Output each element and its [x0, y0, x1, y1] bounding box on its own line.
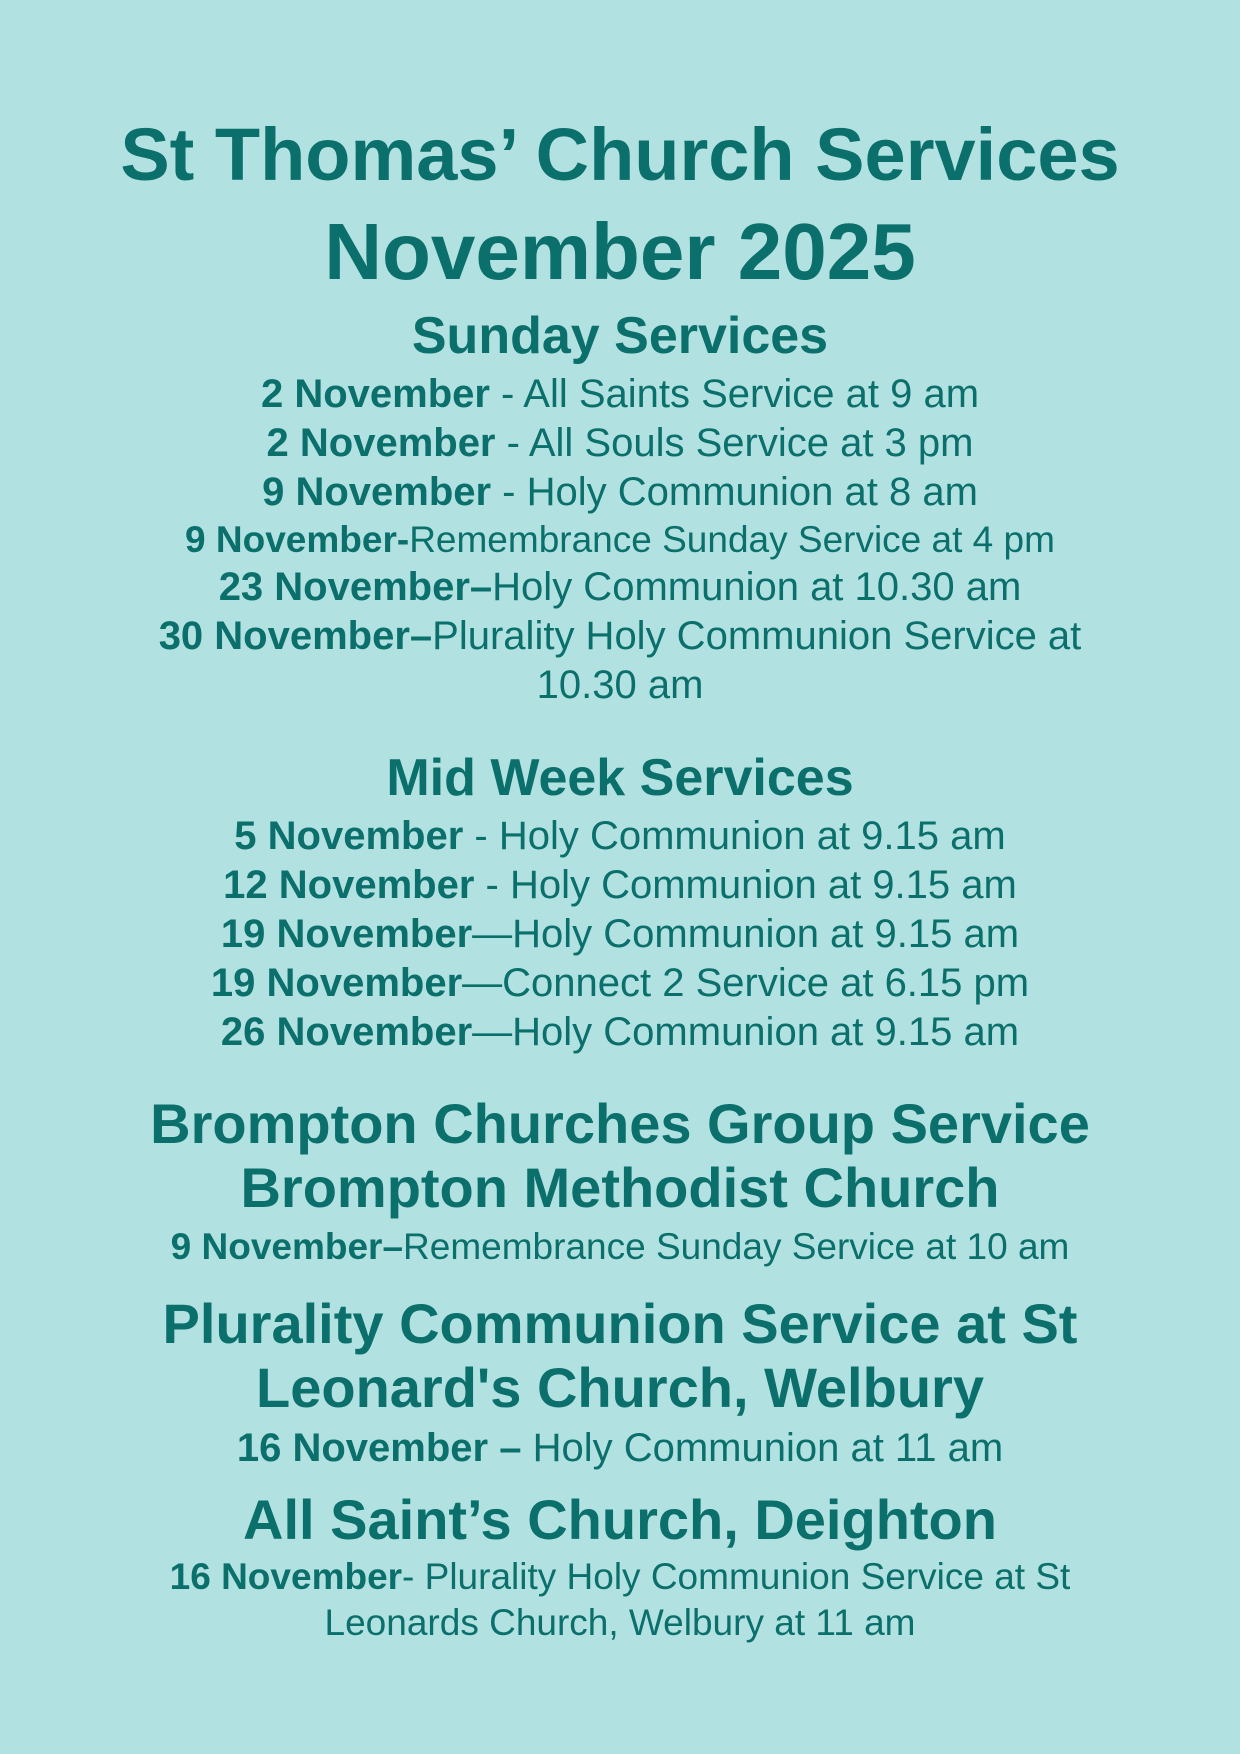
service-date: 30 November–	[158, 614, 433, 658]
service-description: - Holy Communion at 9.15 am	[474, 863, 1017, 907]
service-date: 9 November-	[185, 519, 410, 560]
deighton-heading: All Saint’s Church, Deighton	[243, 1488, 997, 1551]
service-description: - Plurality Holy Communion Service at St Leonards Church, Welbury at 11 am	[324, 1556, 1071, 1643]
service-line	[60, 1008, 1180, 1057]
service-date: 23 November–	[218, 565, 493, 609]
service-line	[60, 517, 1180, 563]
brompton-group-section	[60, 1092, 1180, 1270]
service-description: Remembrance Sunday Service at 4 pm	[409, 519, 1055, 560]
service-date: 2 November	[260, 372, 490, 416]
service-date: 19 November	[210, 961, 463, 1005]
service-line	[60, 1224, 1180, 1270]
deighton-section	[60, 1488, 1180, 1646]
service-date: 9 November	[262, 470, 492, 514]
midweek-services-section	[60, 748, 1180, 1057]
service-description: Plurality Holy Communion Service at 10.30 am	[432, 614, 1082, 707]
page-title: St Thomas’ Church Services	[120, 113, 1120, 196]
service-description: —Connect 2 Service at 6.15 pm	[462, 961, 1030, 1005]
service-description: Holy Communion at 10.30 am	[492, 565, 1022, 609]
service-date: 2 November	[266, 421, 496, 465]
service-description: - All Souls Service at 3 pm	[495, 421, 974, 465]
service-line	[60, 910, 1180, 959]
service-line	[60, 861, 1180, 910]
service-date: 26 November	[220, 1010, 473, 1054]
deighton-services-list	[60, 1554, 1180, 1646]
plurality-heading-line2: Leonard's Church, Welbury	[256, 1356, 984, 1419]
service-date: 12 November	[223, 863, 475, 907]
brompton-venue-heading: Brompton Methodist Church	[240, 1156, 1000, 1219]
service-description: - All Saints Service at 9 am	[489, 372, 980, 416]
brompton-services-list	[60, 1224, 1180, 1270]
sunday-services-list	[60, 370, 1180, 710]
service-line	[60, 612, 1180, 710]
service-date: 16 November –	[236, 1426, 522, 1470]
service-line	[60, 959, 1180, 1008]
service-description: - Holy Communion at 8 am	[491, 470, 978, 514]
sunday-services-heading: Sunday Services	[411, 307, 829, 365]
service-line	[60, 1554, 1180, 1646]
month-title: November 2025	[324, 207, 916, 296]
service-line	[60, 563, 1180, 612]
sunday-services-section	[60, 306, 1180, 710]
service-date: 5 November	[234, 814, 464, 858]
service-line	[60, 370, 1180, 419]
service-line	[60, 468, 1180, 517]
service-date: 9 November–	[170, 1226, 404, 1267]
brompton-group-heading: Brompton Churches Group Service	[150, 1092, 1090, 1155]
service-line	[60, 1424, 1180, 1473]
service-description: —Holy Communion at 9.15 am	[472, 912, 1020, 956]
midweek-services-list	[60, 812, 1180, 1057]
plurality-services-list	[60, 1424, 1180, 1473]
plurality-heading-line1: Plurality Communion Service at St	[162, 1292, 1078, 1355]
midweek-services-heading: Mid Week Services	[386, 749, 854, 807]
service-description: —Holy Communion at 9.15 am	[472, 1010, 1020, 1054]
service-description: Holy Communion at 11 am	[521, 1426, 1004, 1470]
service-date: 16 November	[169, 1556, 403, 1597]
service-description: Remembrance Sunday Service at 10 am	[403, 1226, 1070, 1267]
plurality-welbury-section	[60, 1292, 1180, 1473]
service-line	[60, 812, 1180, 861]
service-date: 19 November	[220, 912, 473, 956]
service-line	[60, 419, 1180, 468]
service-description: - Holy Communion at 9.15 am	[463, 814, 1006, 858]
